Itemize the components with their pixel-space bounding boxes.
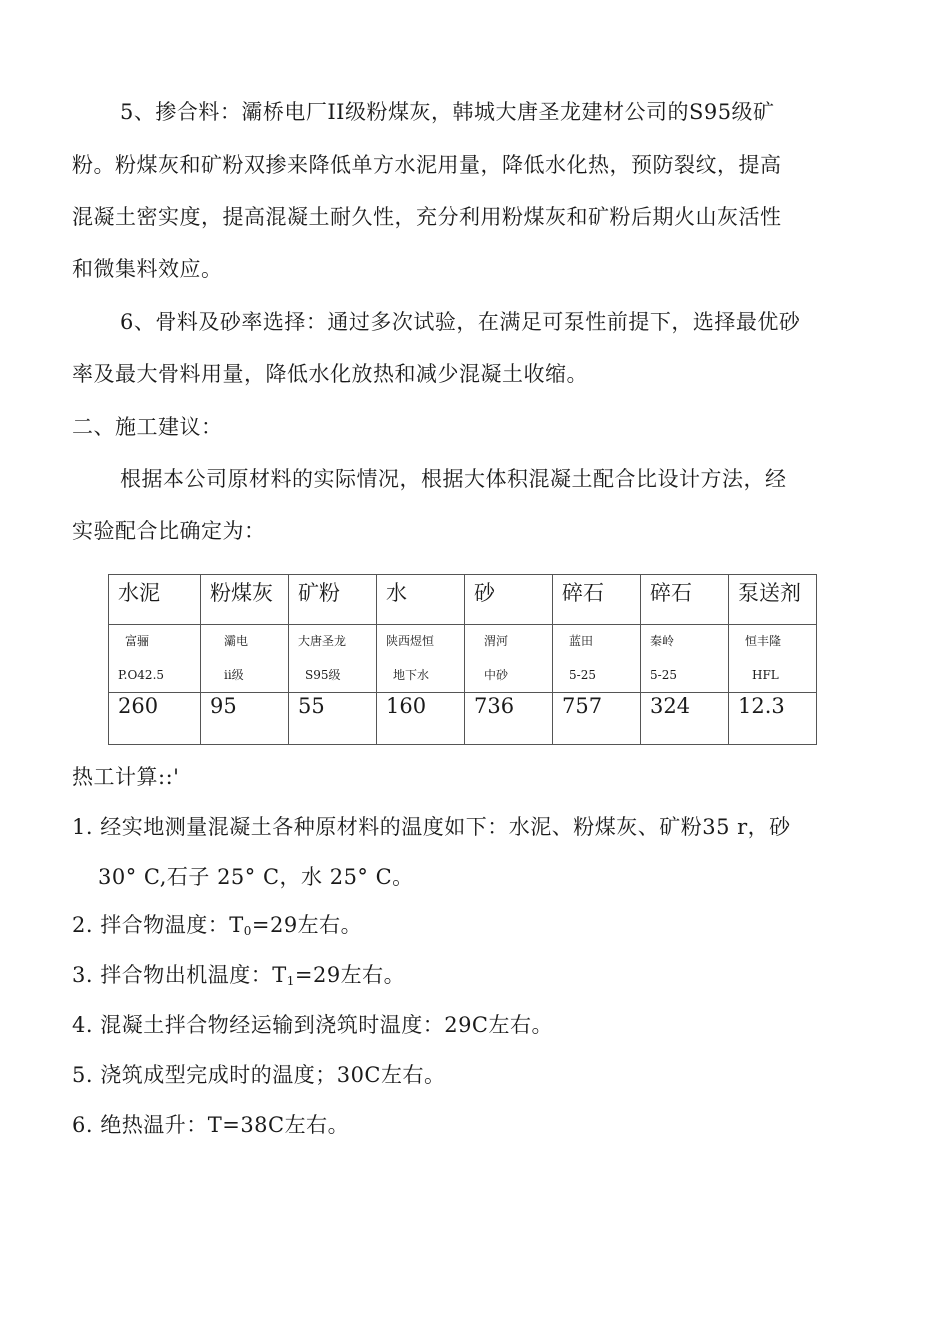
paragraph-5-line-2: 粉。粉煤灰和矿粉双掺来降低单方水泥用量，降低水化热，预防裂纹，提高 [72,153,782,177]
header-cell: 砂 [465,575,553,625]
item-3-subscript: 1 [286,974,295,988]
item-2-suffix: =29左右。 [251,913,363,937]
paragraph-5-line-4: 和微集料效应。 [72,257,223,281]
value-cell: 324 [641,693,729,745]
header-cell: 泵送剂 [729,575,817,625]
source-spec: 地下水 [393,668,430,682]
source-name: 灞电 [224,634,249,648]
thermal-item-1-line-2: 30° C,石子 25° C，水 25° C。 [98,865,414,889]
intro-line-2: 实验配合比确定为： [72,519,266,543]
item-3-prefix: 3. 拌合物出机温度：T [72,963,287,987]
mix-proportion-table [108,574,817,745]
paragraph-5-line-1: 5、掺合料：灞桥电厂II级粉煤灰，韩城大唐圣龙建材公司的S95级矿 [120,100,775,124]
source-name: 秦岭 [650,634,675,648]
source-cell [553,625,641,693]
table-header-row [109,575,817,625]
source-spec: 5-25 [569,668,596,682]
header-cell: 碎石 [641,575,729,625]
source-spec: HFL [752,668,779,682]
value-cell: 260 [109,693,201,745]
value-cell: 95 [201,693,289,745]
header-cell: 水泥 [109,575,201,625]
item-2-subscript: 0 [243,924,252,938]
item-2-prefix: 2. 拌合物温度：T [72,913,244,937]
value-cell: 757 [553,693,641,745]
source-name: 蓝田 [569,634,594,648]
thermal-item-5: 5. 浇筑成型完成时的温度；30C左右。 [72,1063,446,1087]
source-cell [201,625,289,693]
source-cell [641,625,729,693]
paragraph-5-line-3: 混凝土密实度，提高混凝土耐久性，充分利用粉煤灰和矿粉后期火山灰活性 [72,205,782,229]
source-name: 渭河 [484,634,509,648]
source-cell [729,625,817,693]
table-value-row [109,693,817,745]
source-cell [377,625,465,693]
thermal-item-1-line-1: 1. 经实地测量混凝土各种原材料的温度如下：水泥、粉煤灰、矿粉35 r，砂 [72,815,791,839]
thermal-calc-heading: 热工计算::' [72,765,180,789]
source-spec: 5-25 [650,668,677,682]
thermal-item-3 [72,960,882,996]
source-name: 大唐圣龙 [298,634,347,648]
intro-line-1: 根据本公司原材料的实际情况，根据大体积混凝土配合比设计方法，经 [120,467,787,491]
source-spec: P.O42.5 [118,668,165,682]
header-cell: 水 [377,575,465,625]
value-cell: 160 [377,693,465,745]
source-spec: 中砂 [484,668,509,682]
thermal-item-6: 6. 绝热温升：T=38C左右。 [72,1113,350,1137]
item-3-suffix: =29左右。 [294,963,406,987]
paragraph-6-line-2: 率及最大骨料用量，降低水化放热和减少混凝土收缩。 [72,362,588,386]
source-spec: S95级 [305,668,341,682]
source-cell [109,625,201,693]
section-heading-construction-advice: 二、施工建议： [72,415,223,439]
value-cell: 12.3 [729,693,817,745]
paragraph-6-line-1: 6、骨料及砂率选择：通过多次试验，在满足可泵性前提下，选择最优砂 [120,310,801,334]
thermal-item-2 [72,910,882,946]
source-name: 富骊 [125,634,150,648]
header-cell: 碎石 [553,575,641,625]
source-cell [465,625,553,693]
header-cell: 粉煤灰 [201,575,289,625]
source-cell [289,625,377,693]
source-spec: ii级 [224,668,244,682]
source-name: 恒丰隆 [745,634,782,648]
source-name: 陕西煜恒 [386,634,435,648]
header-cell: 矿粉 [289,575,377,625]
table-source-row [109,625,817,693]
value-cell: 55 [289,693,377,745]
thermal-item-4: 4. 混凝土拌合物经运输到浇筑时温度：29C左右。 [72,1013,553,1037]
value-cell: 736 [465,693,553,745]
